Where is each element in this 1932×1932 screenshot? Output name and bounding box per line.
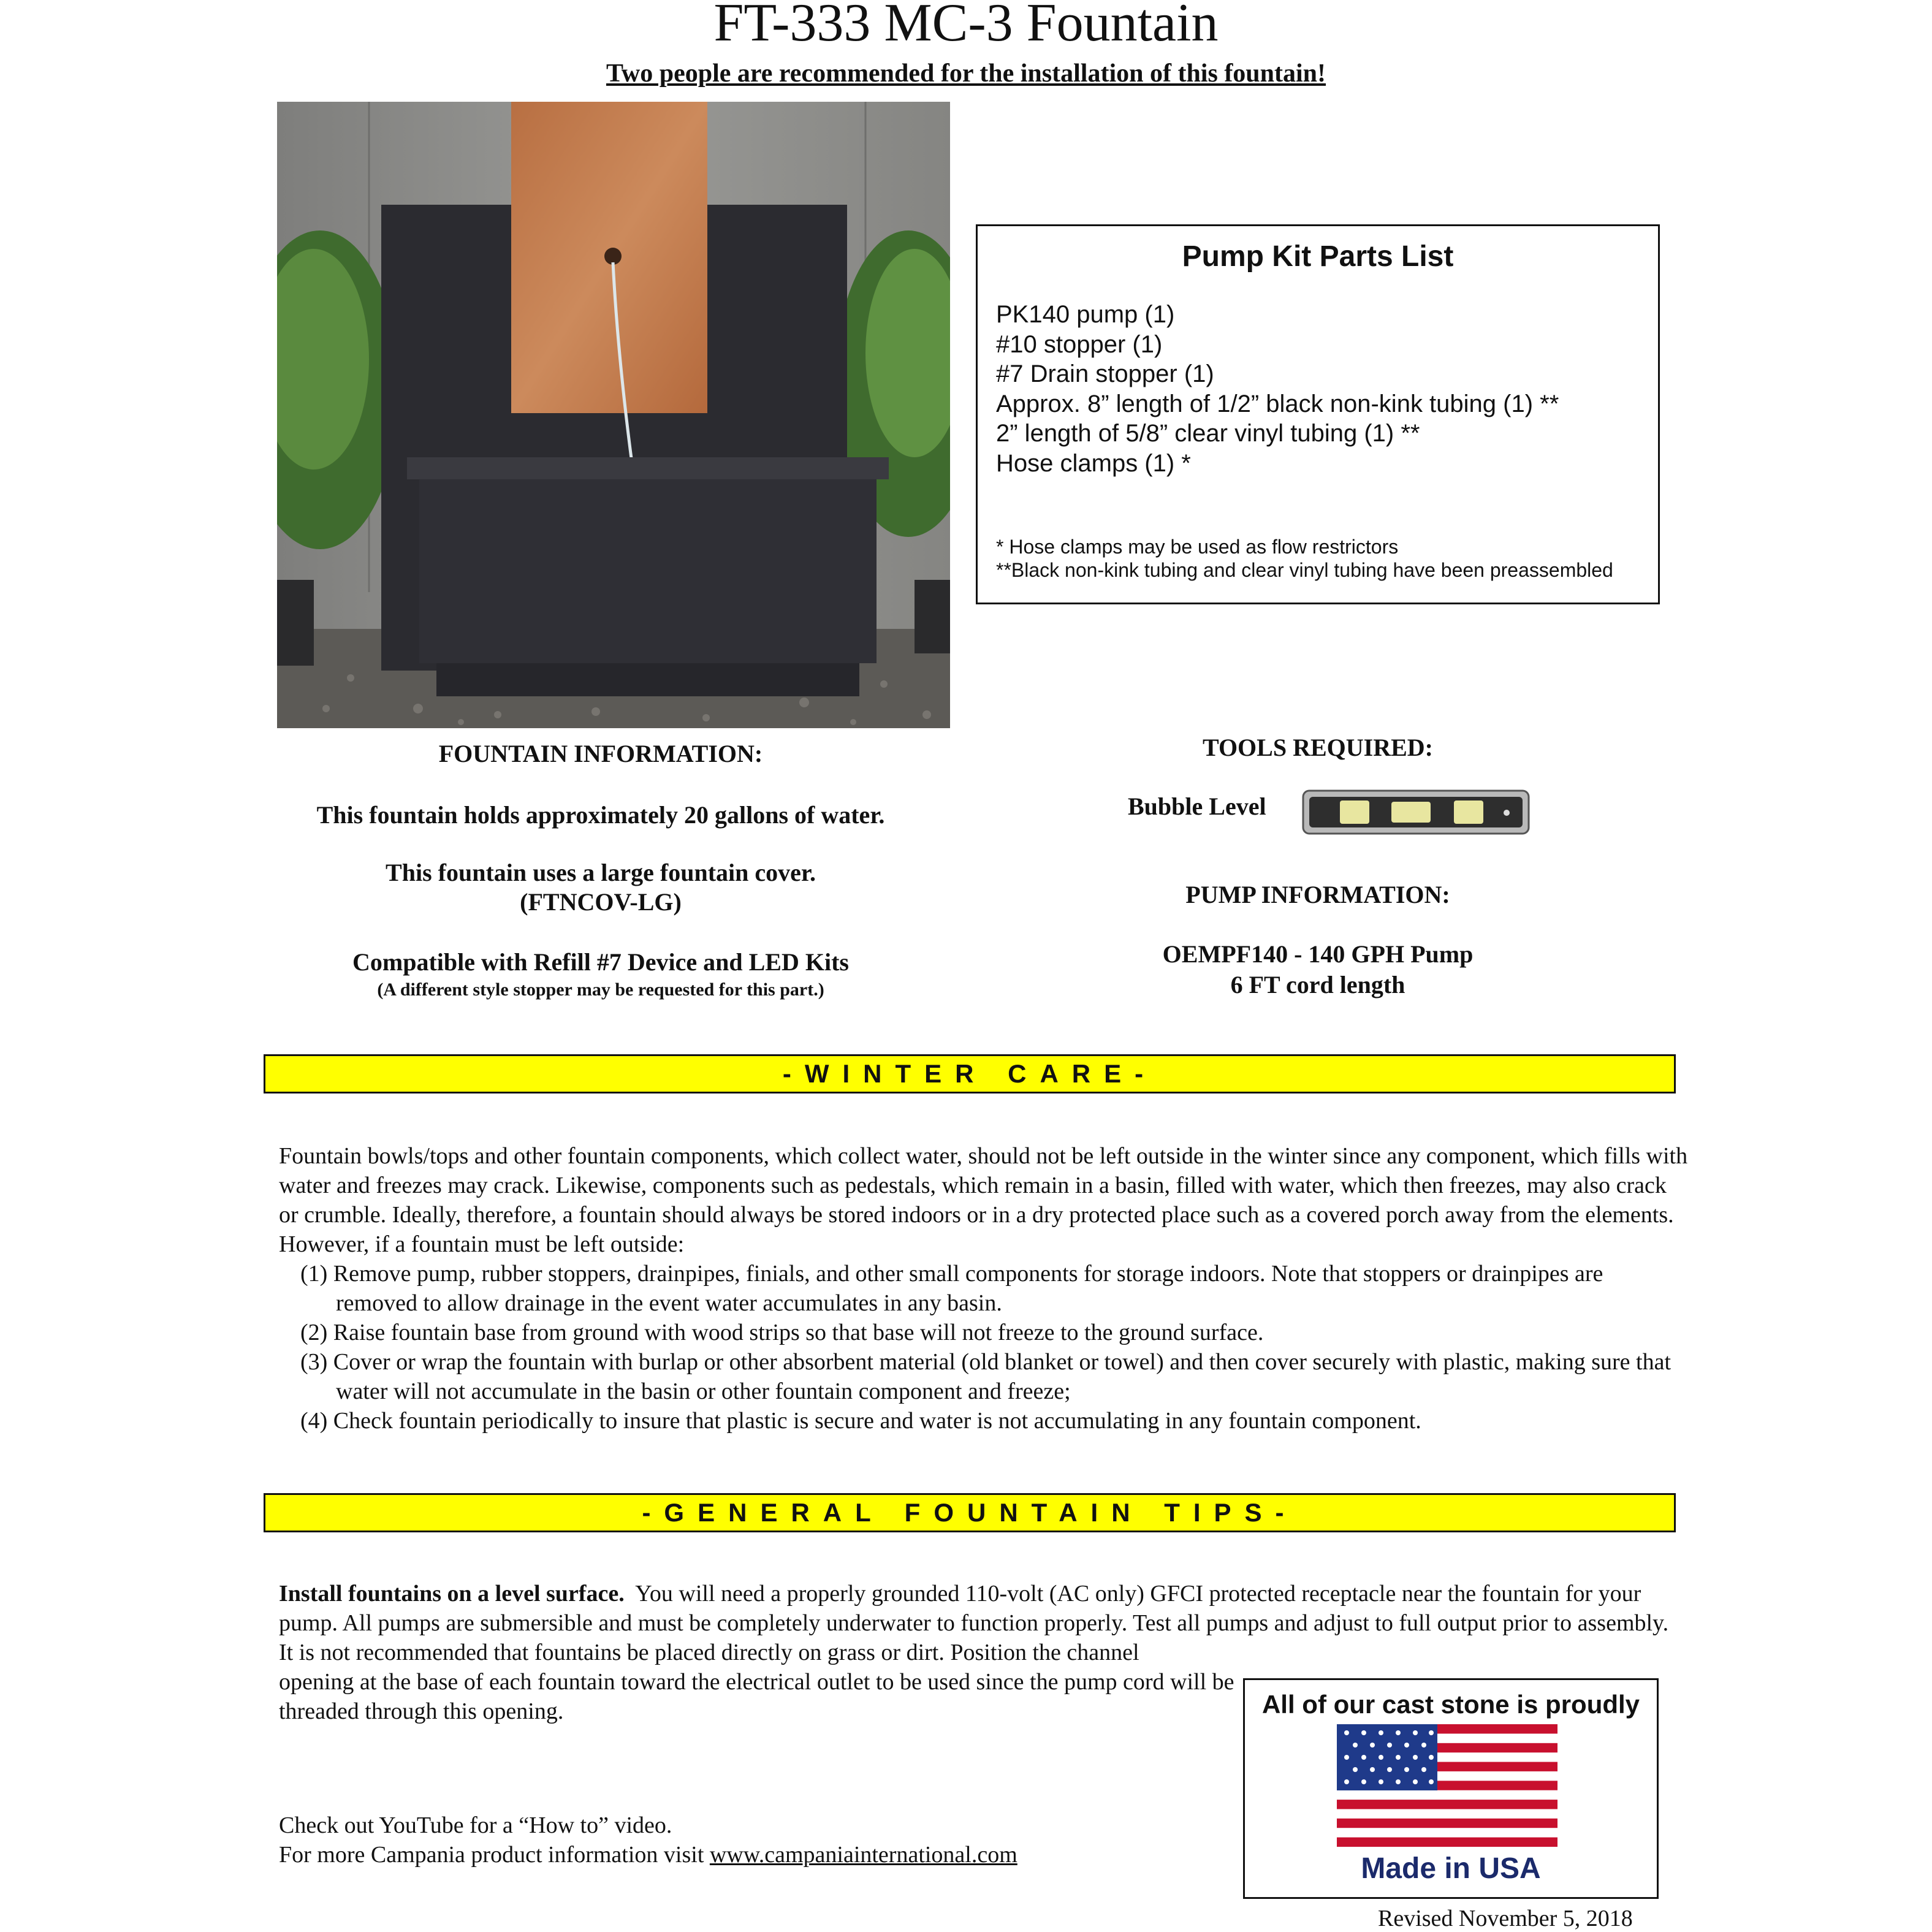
fountain-info-heading: FOUNTAIN INFORMATION:: [438, 740, 763, 767]
list-item: 2” length of 5/8” clear vinyl tubing (1) **: [996, 420, 1420, 447]
made-in-usa-badge: [1243, 1678, 1659, 1899]
footnote: **Black non-kink tubing and clear vinyl tubing have been preassembled: [996, 559, 1613, 581]
list-item: PK140 pump (1): [996, 301, 1175, 328]
more-info-line: [279, 1840, 1017, 1869]
cover-code: (FTNCOV-LG): [520, 888, 682, 916]
winter-step: (4) Check fountain periodically to insure that plastic is secure and water is not accumulating in any fountain component.: [300, 1408, 1421, 1434]
revision-date: Revised November 5, 2018: [1378, 1906, 1633, 1931]
tools-heading: TOOLS REQUIRED:: [1202, 734, 1433, 761]
tips-lead: Install fountains on a level surface.: [279, 1581, 625, 1607]
bubble-level-icon: [1302, 788, 1530, 840]
bubble-level-label: Bubble Level: [1128, 793, 1266, 820]
youtube-note: Check out YouTube for a “How to” video.: [279, 1812, 672, 1838]
winter-care-intro: Fountain bowls/tops and other fountain components, which collect water, should not be left outside in the winter since any component, which fills with water and freezes may crack. Likewise, components such as pedestals, which remain in a basin, filled with water, which then freezes, may also crack or crumble. Ideally, therefore, a fountain should always be stored indoors or in a dry protected place such as a covered porch away from the elements. However, if a fountain must be left outside:: [279, 1143, 1688, 1257]
footnote: * Hose clamps may be used as flow restrictors: [996, 536, 1399, 558]
pump-kit-parts-box: [976, 224, 1660, 604]
tips-body: You will need a properly grounded 110-volt (AC only) GFCI protected receptacle near the fountain for your pump. All pumps are submersible and must be completely underwater to function properly. Test all pumps and adjust to full output prior to assembly. It is not recommended that fountains be placed directly on grass or dirt. Position the channel: [279, 1581, 1669, 1665]
winter-step: (2) Raise fountain base from ground with wood strips so that base will not freeze to the ground surface.: [300, 1320, 1264, 1345]
more-info-prefix: For more Campania product information visit: [279, 1842, 710, 1868]
compatibility-info: Compatible with Refill #7 Device and LED Kits: [352, 948, 849, 976]
campania-website-link[interactable]: www.campaniainternational.com: [709, 1842, 1017, 1868]
general-tips-text: [279, 1579, 1683, 1667]
general-tips-banner: -GENERAL FOUNTAIN TIPS-: [264, 1493, 1676, 1532]
list-item: #7 Drain stopper (1): [996, 360, 1214, 387]
tips-tail: opening at the base of each fountain toward the electrical outlet to be used since the pump cord will be threaded through this opening.: [279, 1669, 1234, 1724]
winter-care-banner: -WINTER CARE-: [264, 1054, 1676, 1093]
winter-care-section: [279, 1141, 1689, 1436]
cover-line: This fountain uses a large fountain cover.: [386, 859, 816, 886]
us-flag-icon: [1337, 1724, 1557, 1850]
pump-model-info: [1042, 939, 1594, 1000]
pump-kit-heading: Pump Kit Parts List: [1182, 240, 1454, 273]
made-in-usa-label: Made in USA: [1361, 1852, 1541, 1885]
pump-info-heading: PUMP INFORMATION:: [1185, 881, 1450, 908]
pump-kit-notes: [996, 535, 1613, 582]
winter-step: (1) Remove pump, rubber stoppers, drainpipes, finials, and other small components for storage indoors. Note that stoppers or drainpipes are removed to allow drainage in the event water accumulates in any basin.: [300, 1261, 1603, 1316]
winter-step: (3) Cover or wrap the fountain with burlap or other absorbent material (old blanket or towel) and then cover securely with plastic, making sure that water will not accumulate in the basin or other fountain component and freeze;: [300, 1349, 1671, 1404]
install-warning: Two people are recommended for the installation of this fountain!: [606, 59, 1326, 88]
list-item: #10 stopper (1): [996, 330, 1163, 358]
usa-caption: All of our cast stone is proudly: [1261, 1690, 1640, 1719]
pump-model: OEMPF140 - 140 GPH Pump: [1162, 940, 1474, 968]
cord-length: 6 FT cord length: [1230, 971, 1405, 998]
fountain-capacity: This fountain holds approximately 20 gallons of water.: [316, 801, 885, 829]
fountain-cover-info: [233, 858, 968, 917]
page-title: FT-333 MC-3 Fountain: [713, 0, 1219, 53]
compatibility-note: (A different style stopper may be requested for this part.): [377, 979, 824, 1000]
pump-kit-list: [996, 300, 1559, 478]
fountain-photo: [277, 102, 950, 728]
list-item: Approx. 8” length of 1/2” black non-kink tubing (1) **: [996, 390, 1559, 417]
list-item: Hose clamps (1) *: [996, 449, 1191, 477]
